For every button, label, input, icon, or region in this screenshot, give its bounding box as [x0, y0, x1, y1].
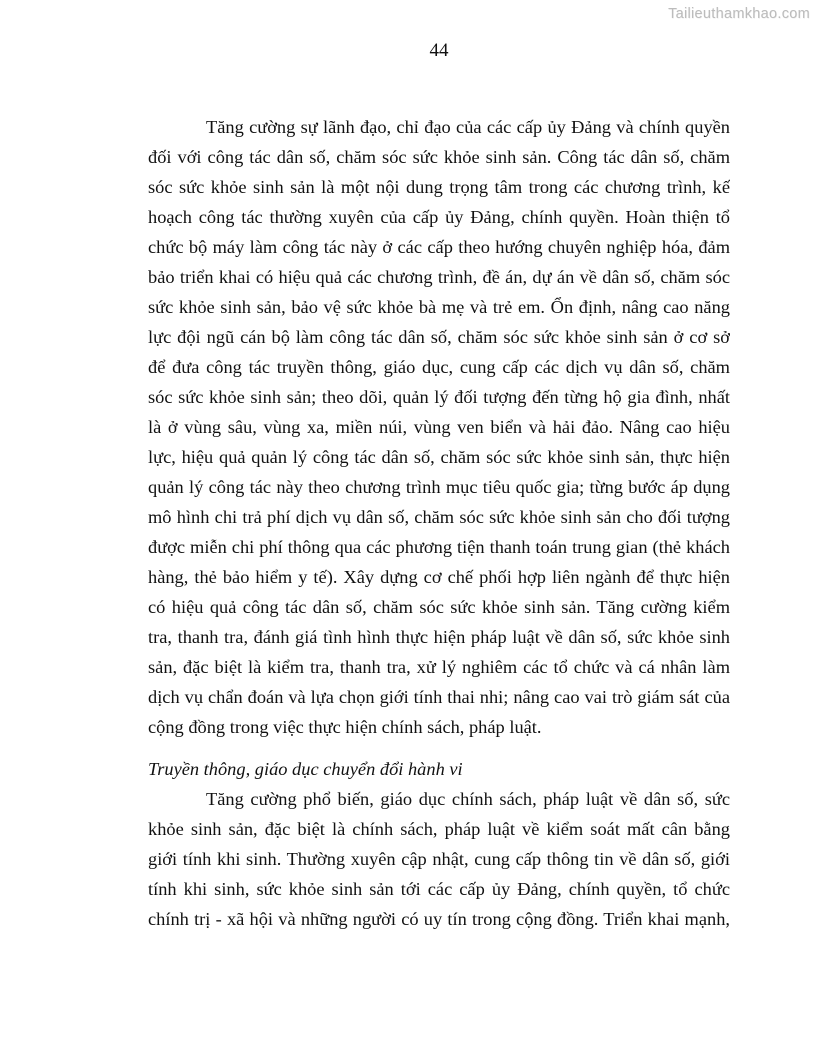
document-body [148, 112, 730, 934]
text-line: được miễn chi phí thông qua các phương tiện thanh toán trung gian (thẻ khách [148, 537, 730, 557]
text-line: tính khi sinh, sức khỏe sinh sản tới các cấp ủy Đảng, chính quyền, tổ chức [148, 879, 730, 899]
heading-line: Truyền thông, giáo dục chuyển đổi hành vi [148, 759, 463, 779]
text-line: hoạch công tác thường xuyên của cấp ủy Đảng, chính quyền. Hoàn thiện tổ [148, 207, 730, 227]
text-line: chính trị - xã hội và những người có uy tín trong cộng đồng. Triển khai mạnh, [148, 909, 730, 929]
text-line: cộng đồng trong việc thực hiện chính sách, pháp luật. [148, 717, 542, 737]
text-line: lực, hiệu quả quản lý công tác dân số, chăm sóc sức khỏe sinh sản, thực hiện [148, 447, 730, 467]
text-line: mô hình chi trả phí dịch vụ dân số, chăm sóc sức khỏe sinh sản cho đối tượng [148, 507, 730, 527]
text-line: quản lý công tác này theo chương trình mục tiêu quốc gia; từng bước áp dụng [148, 477, 730, 497]
text-line: đối với công tác dân số, chăm sóc sức khỏe sinh sản. Công tác dân số, chăm [148, 147, 730, 167]
text-line: để đưa công tác truyền thông, giáo dục, cung cấp các dịch vụ dân số, chăm [148, 357, 730, 377]
text-line: có hiệu quả công tác dân số, chăm sóc sức khỏe sinh sản. Tăng cường kiểm [148, 597, 730, 617]
text-line: Tăng cường sự lãnh đạo, chỉ đạo của các cấp ủy Đảng và chính quyền [206, 117, 730, 137]
text-line: sản, đặc biệt là kiểm tra, thanh tra, xử lý nghiêm các tổ chức và cá nhân làm [148, 657, 730, 677]
text-line: khỏe sinh sản, đặc biệt là chính sách, pháp luật về kiểm soát mất cân bằng [148, 819, 730, 839]
text-line: giới tính khi sinh. Thường xuyên cập nhật, cung cấp thông tin về dân số, giới [148, 849, 730, 869]
text-line: Tăng cường phổ biến, giáo dục chính sách, pháp luật về dân số, sức [206, 789, 730, 809]
text-line: tra, thanh tra, đánh giá tình hình thực hiện pháp luật về dân số, sức khỏe sinh [148, 627, 730, 647]
paragraph [148, 784, 730, 934]
page-number: 44 [429, 40, 449, 61]
section-heading [148, 754, 730, 784]
text-line: chức bộ máy làm công tác này ở các cấp theo hướng chuyên nghiệp hóa, đảm [148, 237, 730, 257]
paragraph [148, 112, 730, 742]
watermark: Tailieuthamkhao.com [668, 6, 810, 22]
text-line: hàng, thẻ bảo hiểm y tế). Xây dựng cơ chế phối hợp liên ngành để thực hiện [148, 567, 730, 587]
text-line: sóc sức khỏe sinh sản là một nội dung trọng tâm trong các chương trình, kế [148, 177, 730, 197]
text-line: sức khỏe sinh sản, bảo vệ sức khỏe bà mẹ và trẻ em. Ổn định, nâng cao năng [148, 297, 730, 317]
text-line: sóc sức khỏe sinh sản; theo dõi, quản lý đối tượng đến từng hộ gia đình, nhất [148, 387, 730, 407]
text-line: dịch vụ chẩn đoán và lựa chọn giới tính thai nhi; nâng cao vai trò giám sát của [148, 687, 730, 707]
text-line: bảo triển khai có hiệu quả các chương trình, đề án, dự án về dân số, chăm sóc [148, 267, 730, 287]
text-line: là ở vùng sâu, vùng xa, miền núi, vùng ven biển và hải đảo. Nâng cao hiệu [148, 417, 730, 437]
text-line: lực đội ngũ cán bộ làm công tác dân số, chăm sóc sức khỏe sinh sản ở cơ sở [148, 327, 730, 347]
